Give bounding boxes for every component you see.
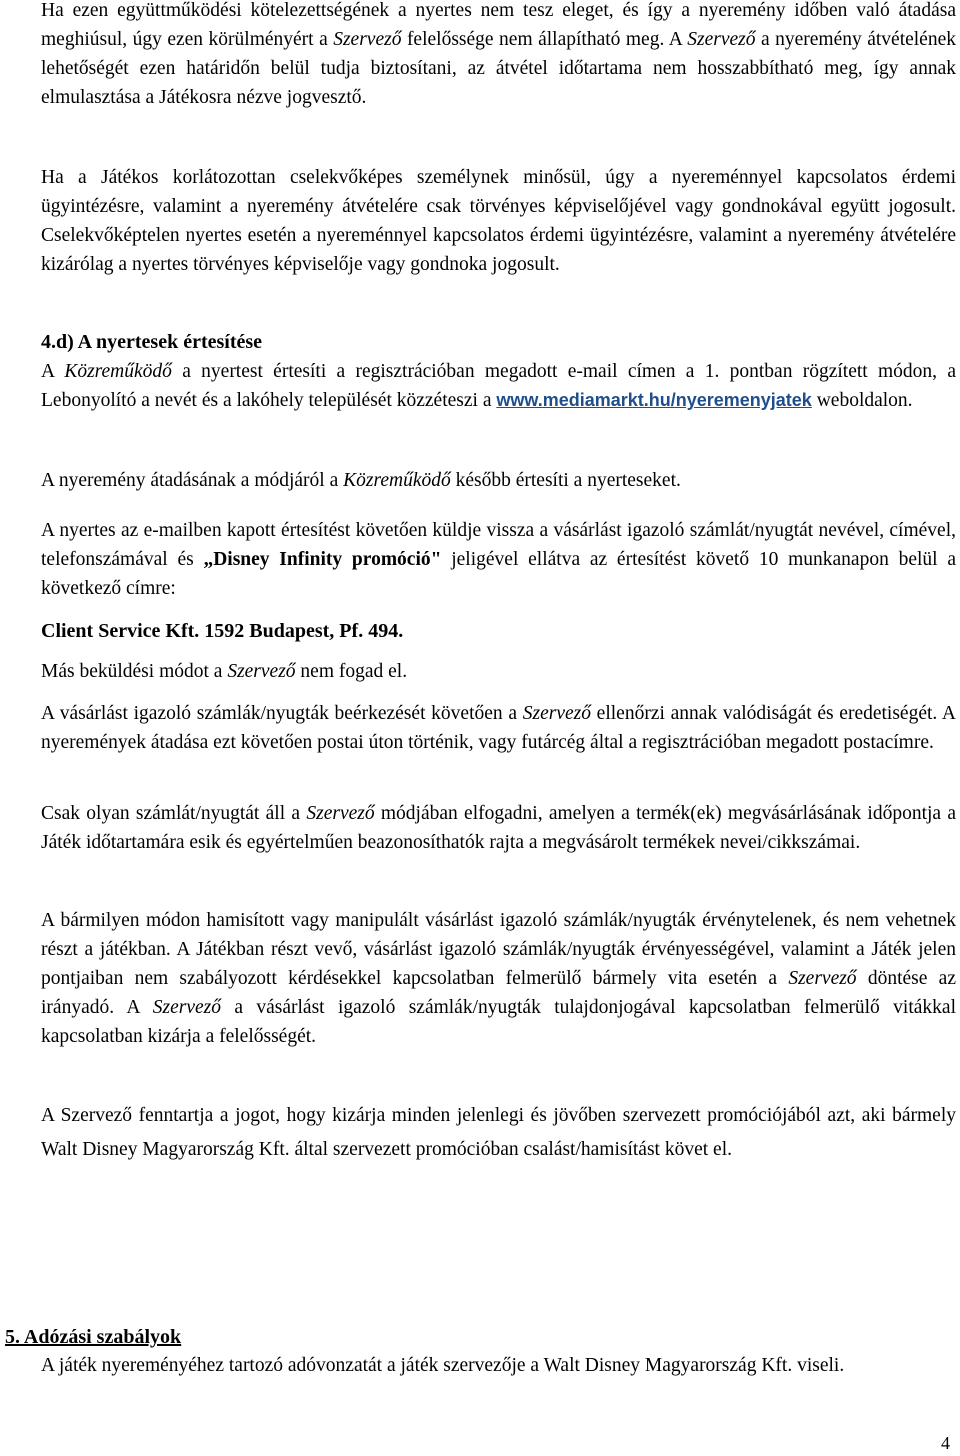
section-heading-5: 5. Adózási szabályok bbox=[5, 1326, 182, 1348]
paragraph-receipt-verification: A vásárlást igazoló számlák/nyugták beérkezését követően a Szervező ellenőrzi annak valódiságát és eredetiségét. A nyeremények átadása ezt követően postai úton történik, vagy futárcég által a regisztrációban megadott postacímre. bbox=[41, 703, 956, 753]
paragraph-forged-receipts: A bármilyen módon hamisított vagy manipulált vásárlást igazoló számlák/nyugták érvénytelenek, és nem vehetnek részt a játékban. A Játékban részt vevő, vásárlást igazoló számlák/nyugták érvényességével, valamint a Játék jelen pontjaiban nem szabályozott kérdésekkel kapcsolatban felmerülő bármely vita esetén a Szervező döntése az irányadó. A Szervező a vásárlást igazoló számlák/nyugták tulajdonjogával kapcsolatban felmerülő vitákkal kapcsolatban kizárja a felelősségét. bbox=[41, 910, 956, 1047]
paragraph-tax-rules: A játék nyereményéhez tartozó adóvonzatát a játék szervezője a Walt Disney Magyarország Kft. viseli. bbox=[41, 1355, 845, 1376]
mediamarkt-link[interactable]: www.mediamarkt.hu/nyeremenyjatek bbox=[496, 390, 812, 410]
mailing-address: Client Service Kft. 1592 Budapest, Pf. 494. bbox=[41, 620, 404, 642]
paragraph-winner-notification: A Közreműködő a nyertest értesíti a regisztrációban megadott e-mail címen a 1. pontban rögzített módon, a Lebonyolító a nevét és a lakóhely települését közzéteszi a www.mediamarkt.hu/nyeremenyjatek weboldalon. bbox=[41, 361, 957, 411]
section-heading-4d: 4.d) A nyertesek értesítése bbox=[41, 331, 263, 353]
paragraph-limited-capacity: Ha a Játékos korlátozottan cselekvőképes személynek minősül, úgy a nyereménnyel kapcsolatos érdemi ügyintézésre, valamint a nyeremény átvételére csak törvényes képviselőjével vagy gondnokával együtt jogosult. Cselekvőképtelen nyertes esetén a nyereménnyel kapcsolatos érdemi ügyintézésre, valamint a nyeremény átvételére kizárólag a nyertes törvényes képviselője vagy gondnoka jogosult. bbox=[41, 167, 956, 275]
paragraph-other-methods: Más beküldési módot a Szervező nem fogad el. bbox=[41, 661, 408, 682]
paragraph-exclusion-right: A Szervező fenntartja a jogot, hogy kizárja minden jelenlegi és jövőben szervezett promóciójából azt, aki bármely Walt Disney Magyarország Kft. által szervezett promócióban csalást/hamisítást követ el. bbox=[41, 1105, 956, 1160]
paragraph-prize-handover-failure: Ha ezen együttműködési kötelezettségének a nyertes nem tesz eleget, és így a nyeremény időben való átadása meghiúsul, úgy ezen körülményért a Szervező felelőssége nem állapítható meg. A Szervező a nyeremény átvételének lehetőségét ezen határidőn belül tudja biztosítani, az átvétel időtartama nem hosszabbítható meg, így annak elmulasztása a Játékosra nézve jogvesztő. bbox=[41, 0, 956, 108]
paragraph-accepted-receipts: Csak olyan számlát/nyugtát áll a Szervező módjában elfogadni, amelyen a termék(ek) megvásárlásának időpontja a Játék időtartamára esik és egyértelműen beazonosíthatók rajta a megvásárolt termékek nevei/cikkszámai. bbox=[41, 803, 956, 853]
paragraph-send-receipt: A nyertes az e-mailben kapott értesítést követően küldje vissza a vásárlást igazoló számlát/nyugtát nevével, címével, telefonszámával és „Disney Infinity promóció" jeligével ellátva az értesítést követő 10 munkanapon belül a következő címre: bbox=[41, 520, 956, 599]
paragraph-handover-method: A nyeremény átadásának a módjáról a Közreműködő később értesíti a nyerteseket. bbox=[41, 470, 681, 491]
page-number: 4 bbox=[941, 1433, 950, 1453]
